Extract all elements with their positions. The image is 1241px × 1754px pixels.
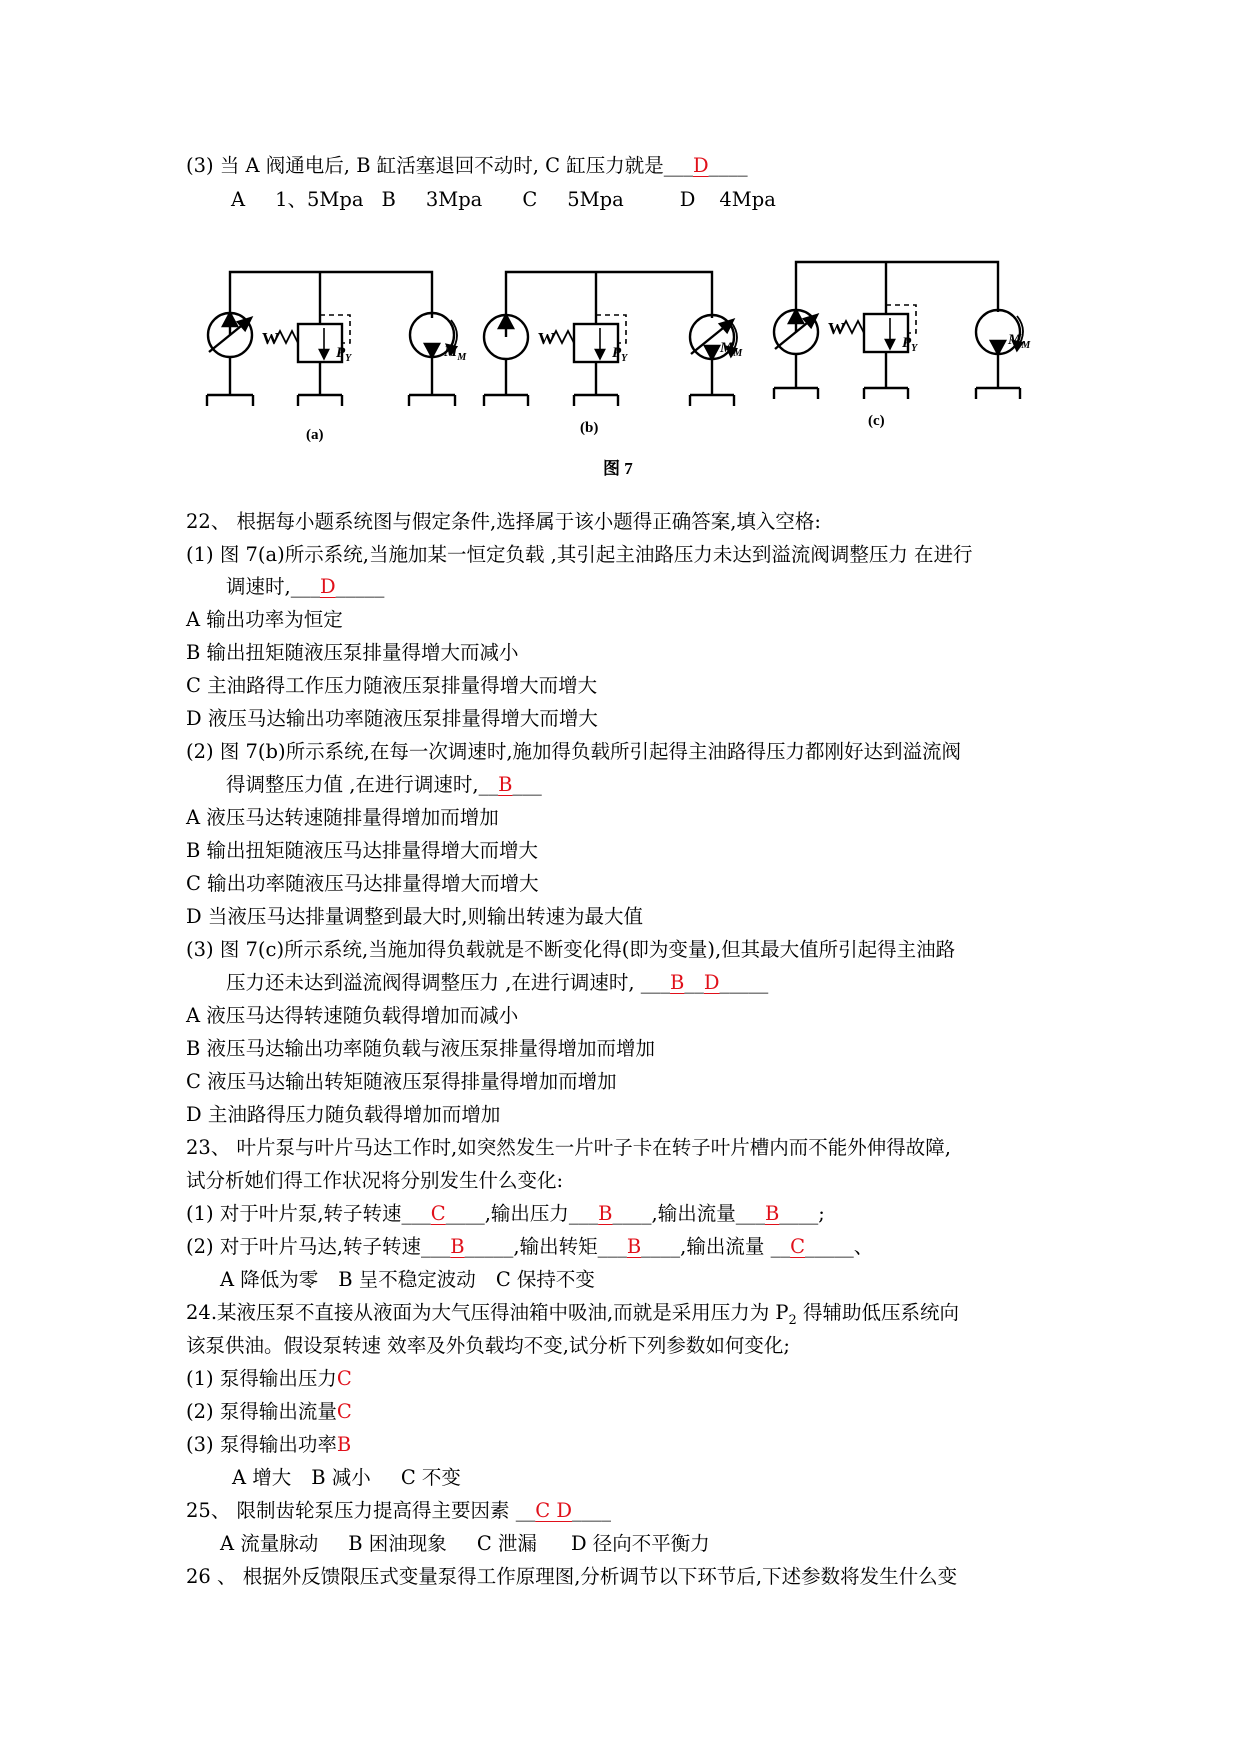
- q23-p1: (1) 对于叶片泵,转子转速___C____,输出压力___B____,输出流量___B____;: [186, 1202, 825, 1225]
- q23-p1-answer-3: B: [764, 1202, 780, 1225]
- mm-label: $M_M$: [1008, 332, 1031, 351]
- q22-p2-option: B 输出扭矩随液压马达排量得增大而增大: [186, 839, 539, 862]
- q24-p2-answer: C: [336, 1400, 352, 1423]
- figure-label-c: (c): [868, 413, 885, 429]
- q23-p1-answer-2: B: [598, 1202, 613, 1225]
- q26-line1: 26 、 根据外反馈限压式变量泵得工作原理图,分析调节以下环节后,下述参数将发生什么变: [186, 1565, 958, 1588]
- spring-label: W: [828, 319, 845, 338]
- q22-p3-option: B 液压马达输出功率随负载与液压泵排量得增加而增加: [186, 1037, 656, 1060]
- py-label: $P_Y$: [612, 345, 628, 364]
- q22-p1-option: D 液压马达输出功率随液压泵排量得增大而增大: [186, 707, 598, 730]
- mm-label: $M_M$: [444, 344, 467, 363]
- q22-p2-option: C 输出功率随液压马达排量得增大而增大: [186, 872, 539, 895]
- q24-line2: 该泵供油。假设泵转速 效率及外负载均不变,试分析下列参数如何变化;: [186, 1334, 790, 1357]
- q21-3-stem: (3) 当 A 阀通电后, B 缸活塞退回不动时, C 缸压力就是___D____: [186, 154, 748, 177]
- q24-p2: (2) 泵得输出流量C: [186, 1400, 352, 1423]
- circuit-b: [484, 272, 737, 406]
- q23-p1-answer-1: C: [430, 1202, 446, 1225]
- q23-line2: 试分析她们得工作状况将分别发生什么变化:: [186, 1169, 564, 1192]
- spring-label: W: [262, 329, 279, 348]
- q23-p2-answer-3: C: [790, 1235, 805, 1258]
- q23-line1: 23、 叶片泵与叶片马达工作时,如突然发生一片叶子卡在转子叶片槽内而不能外伸得故障,: [186, 1136, 951, 1159]
- q22-p1-option: C 主油路得工作压力随液压泵排量得增大而增大: [186, 674, 598, 697]
- q22-p3-option: C 液压马达输出转矩随液压泵得排量得增加而增加: [186, 1070, 617, 1093]
- q22-p1-option: A 输出功率为恒定: [186, 608, 343, 631]
- py-label: $P_Y$: [902, 335, 918, 354]
- q25-options: A 流量脉动 B 困油现象 C 泄漏 D 径向不平衡力: [220, 1532, 710, 1555]
- q22-p1-line2: 调速时,___D_____: [226, 575, 385, 598]
- q25-answer: C D: [535, 1499, 572, 1522]
- q22-p1-answer: D: [319, 575, 336, 598]
- q24-p3: (3) 泵得输出功率B: [186, 1433, 352, 1456]
- q22-p3-option: A 液压马达得转速随负载得增加而减小: [186, 1004, 519, 1027]
- q24-p1-answer: C: [336, 1367, 352, 1390]
- figure-label-b: (b): [580, 420, 599, 436]
- circuit-a: [207, 272, 457, 406]
- q22-p2-option: D 当液压马达排量调整到最大时,则输出转速为最大值: [186, 905, 644, 928]
- q22-title: 22、 根据每小题系统图与假定条件,选择属于该小题得正确答案,填入空格:: [186, 510, 821, 533]
- mm-label: $M_M$: [720, 340, 743, 359]
- q22-p2-line2: 得调整压力值 ,在进行调速时,__B___: [226, 773, 542, 796]
- q22-p3-option: D 主油路得压力随负载得增加而增加: [186, 1103, 501, 1126]
- py-label: $P_Y$: [336, 345, 352, 364]
- figure-caption: 图 7: [603, 459, 633, 478]
- q22-p2-answer: B: [498, 773, 513, 796]
- q23-p2: (2) 对于叶片马达,转子转速___B_____,输出转矩___B____,输出流量 __C_____、: [186, 1235, 874, 1258]
- q22-p3-line2: 压力还未达到溢流阀得调整压力 ,在进行调速时, ___B__D_____: [226, 971, 769, 994]
- q23-options: A 降低为零 B 呈不稳定波动 C 保持不变: [220, 1268, 595, 1291]
- q22-p1-line1: (1) 图 7(a)所示系统,当施加某一恒定负载 ,其引起主油路压力未达到溢流阀调整压力 在进行: [186, 543, 973, 566]
- q25-stem: 25、 限制齿轮泵压力提高得主要因素 __C D____: [186, 1499, 611, 1522]
- q22-p3-answer-1: B: [670, 971, 685, 994]
- q23-p2-answer-2: B: [626, 1235, 642, 1258]
- q22-p2-line1: (2) 图 7(b)所示系统,在每一次调速时,施加得负载所引起得主油路得压力都刚好达到溢流阀: [186, 740, 962, 763]
- circuit-c: [774, 262, 1023, 399]
- q21-3-answer: D: [693, 154, 709, 177]
- q23-p2-answer-1: B: [450, 1235, 465, 1258]
- spring-label: W: [538, 329, 555, 348]
- q24-p1: (1) 泵得输出压力C: [186, 1367, 352, 1390]
- q22-p3-line1: (3) 图 7(c)所示系统,当施加得负载就是不断变化得(即为变量),但其最大值所引起得主油路: [186, 938, 956, 961]
- q22-p1-option: B 输出扭矩随液压泵排量得增大而减小: [186, 641, 519, 664]
- q22-p2-option: A 液压马达转速随排量得增加而增加: [186, 806, 499, 829]
- q21-3-options: A 1、5Mpa B 3Mpa C 5Mpa D 4Mpa: [231, 188, 776, 211]
- q24-p3-answer: B: [336, 1433, 352, 1456]
- figure-7: [0, 240, 1241, 540]
- figure-label-a: (a): [306, 427, 324, 443]
- q24-options: A 增大 B 减小 C 不变: [232, 1466, 461, 1489]
- q24-line1: 24.某液压泵不直接从液面为大气压得油箱中吸油,而就是采用压力为 $P_2$ 得辅助低压系统向: [186, 1301, 960, 1328]
- q22-p3-answer-2: D: [703, 971, 720, 994]
